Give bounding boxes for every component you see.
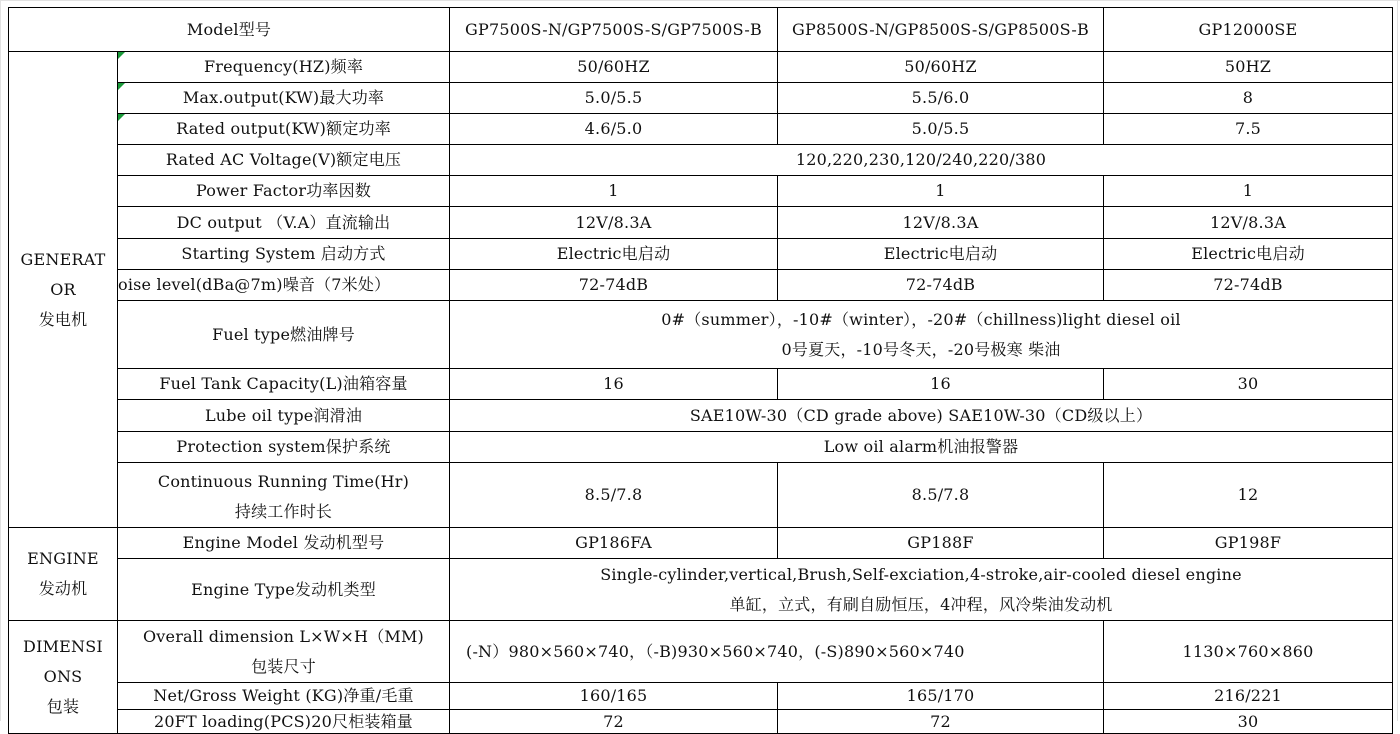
table-row (9, 145, 1393, 176)
category-line: 发电机 (38, 309, 88, 329)
category-line: ENGINE (27, 549, 99, 568)
row-label: 持续工作时长 (234, 502, 333, 521)
table-cell[interactable]: 30 (1104, 710, 1393, 734)
engine-type-line-en: Single-cylinder,vertical,Brush,Self-exciation,4-stroke,air-cooled diesel engine (600, 564, 1242, 584)
table-cell[interactable]: 72-74dB (778, 270, 1104, 301)
header-col2-cell[interactable]: GP8500S-N/GP8500S-S/GP8500S-B (778, 8, 1104, 52)
table-cell[interactable]: 5.0/5.5 (450, 83, 778, 114)
category-generator-cell[interactable] (9, 52, 118, 528)
sheet-gridline-left (0, 0, 1, 721)
engine-type-line-cn: 单缸，立式，有刷自励恒压，4冲程，风冷柴油发动机 (729, 594, 1113, 614)
table-cell[interactable]: Electric电启动 (1104, 239, 1393, 270)
table-row (9, 52, 1393, 83)
table-row (9, 207, 1393, 239)
table-row (9, 176, 1393, 207)
table-cell[interactable]: 4.6/5.0 (450, 114, 778, 145)
table-cell[interactable]: 8.5/7.8 (450, 463, 778, 528)
table-row (9, 114, 1393, 145)
frequency-label-cell[interactable] (118, 52, 450, 83)
engine-type-label-cell[interactable]: Engine Type发动机类型 (118, 559, 450, 621)
table-cell[interactable]: 12 (1104, 463, 1393, 528)
starting-label-cell[interactable]: Starting System 启动方式 (118, 239, 450, 270)
table-row (9, 683, 1393, 710)
running-time-label-cell[interactable] (118, 463, 450, 528)
table-cell[interactable]: 5.5/6.0 (778, 83, 1104, 114)
loading-label-cell[interactable]: 20FT loading(PCS)20尺柜装箱量 (118, 710, 450, 734)
table-cell[interactable]: 16 (778, 369, 1104, 400)
power-factor-label-cell[interactable]: Power Factor功率因数 (118, 176, 450, 207)
engine-model-label-cell[interactable]: Engine Model 发动机型号 (118, 528, 450, 559)
category-dimensions-cell[interactable] (9, 621, 118, 734)
category-line: 发动机 (38, 579, 88, 598)
table-row (9, 559, 1393, 621)
weight-label-cell[interactable]: Net/Gross Weight (KG)净重/毛重 (118, 683, 450, 710)
dc-output-label-cell[interactable]: DC output （V.A）直流输出 (118, 207, 450, 239)
table-row (9, 270, 1393, 301)
table-cell[interactable]: GP188F (778, 528, 1104, 559)
table-row (9, 369, 1393, 400)
row-label: Max.output(KW)最大功率 (182, 88, 385, 107)
sheet-gridline-right (1397, 0, 1398, 721)
table-cell[interactable]: 7.5 (1104, 114, 1393, 145)
table-cell[interactable]: 1 (1104, 176, 1393, 207)
rated-voltage-label-cell[interactable]: Rated AC Voltage(V)额定电压 (118, 145, 450, 176)
noise-label-cell[interactable]: oise level(dBa@7m)噪音（7米处） (118, 270, 450, 301)
table-cell[interactable]: 12V/8.3A (1104, 207, 1393, 239)
table-row (9, 528, 1393, 559)
table-cell[interactable]: 72-74dB (450, 270, 778, 301)
fuel-type-line-en: 0#（summer），-10#（winter），-20#（chillness)light diesel oil (661, 309, 1181, 329)
category-line: 包装 (46, 697, 80, 716)
table-cell[interactable]: Electric电启动 (778, 239, 1104, 270)
table-cell[interactable]: 1130×760×860 (1104, 621, 1393, 683)
table-cell[interactable]: 160/165 (450, 683, 778, 710)
category-engine-cell[interactable] (9, 528, 118, 621)
table-row (9, 239, 1393, 270)
table-cell[interactable]: 72-74dB (1104, 270, 1393, 301)
row-label: Overall dimension L×W×H（MM) (142, 626, 425, 646)
overall-dim-label-cell[interactable] (118, 621, 450, 683)
table-cell[interactable]: 72 (450, 710, 778, 734)
category-line: DIMENSI (23, 637, 103, 656)
max-output-label-cell[interactable] (118, 83, 450, 114)
sheet-gridline-top (0, 0, 1400, 1)
table-cell[interactable]: 30 (1104, 369, 1393, 400)
table-cell[interactable]: 72 (778, 710, 1104, 734)
category-line: GENERAT (20, 249, 106, 269)
row-label: Continuous Running Time(Hr) (157, 472, 410, 491)
table-cell[interactable]: GP198F (1104, 528, 1393, 559)
row-label: 包装尺寸 (251, 656, 316, 676)
header-row (9, 8, 1393, 52)
merged-cell[interactable]: (-N）980×560×740，（-B)930×560×740，(-S)890×560×740 (450, 621, 1104, 683)
table-cell[interactable]: 16 (450, 369, 778, 400)
table-cell[interactable]: 5.0/5.5 (778, 114, 1104, 145)
category-line: OR (50, 279, 76, 299)
table-row (9, 83, 1393, 114)
comment-marker-icon (118, 83, 125, 90)
table-cell[interactable]: 12V/8.3A (450, 207, 778, 239)
merged-cell[interactable] (450, 559, 1393, 621)
table-row (9, 463, 1393, 528)
table-cell[interactable]: 8.5/7.8 (778, 463, 1104, 528)
table-cell[interactable]: 1 (450, 176, 778, 207)
row-label: Frequency(HZ)频率 (203, 57, 364, 76)
rated-output-label-cell[interactable] (118, 114, 450, 145)
table-row (9, 621, 1393, 683)
fuel-type-label-cell[interactable]: Fuel type燃油牌号 (118, 301, 450, 369)
table-row (9, 400, 1393, 432)
table-cell[interactable]: 50HZ (1104, 52, 1393, 83)
comment-marker-icon (118, 52, 125, 59)
table-cell[interactable]: 50/60HZ (450, 52, 778, 83)
fuel-tank-label-cell[interactable]: Fuel Tank Capacity(L)油箱容量 (118, 369, 450, 400)
table-cell[interactable]: 216/221 (1104, 683, 1393, 710)
header-col3-cell[interactable]: GP12000SE (1104, 8, 1393, 52)
table-cell[interactable]: 50/60HZ (778, 52, 1104, 83)
fuel-type-line-cn: 0号夏天，-10号冬天，-20号极寒 柴油 (781, 339, 1061, 359)
table-cell[interactable]: GP186FA (450, 528, 778, 559)
row-label: Rated output(KW)额定功率 (176, 119, 391, 138)
comment-marker-icon (118, 114, 125, 121)
merged-cell[interactable] (450, 301, 1393, 369)
table-cell[interactable]: Electric电启动 (450, 239, 778, 270)
header-model-cell[interactable]: Model型号 (9, 8, 450, 52)
table-row (9, 301, 1393, 369)
table-cell[interactable]: 8 (1104, 83, 1393, 114)
merged-cell[interactable]: 120,220,230,120/240,220/380 (450, 145, 1393, 176)
merged-cell[interactable]: Low oil alarm机油报警器 (450, 432, 1393, 463)
table-cell[interactable]: 1 (778, 176, 1104, 207)
table-cell[interactable]: 165/170 (778, 683, 1104, 710)
merged-cell[interactable]: SAE10W-30（CD grade above) SAE10W-30（CD级以上） (450, 400, 1393, 432)
table-row (9, 432, 1393, 463)
protection-label-cell[interactable]: Protection system保护系统 (118, 432, 450, 463)
header-col1-cell[interactable]: GP7500S-N/GP7500S-S/GP7500S-B (450, 8, 778, 52)
spec-table (8, 7, 1393, 734)
table-cell[interactable]: 12V/8.3A (778, 207, 1104, 239)
lube-oil-label-cell[interactable]: Lube oil type润滑油 (118, 400, 450, 432)
table-row (9, 710, 1393, 734)
category-line: ONS (43, 667, 83, 686)
